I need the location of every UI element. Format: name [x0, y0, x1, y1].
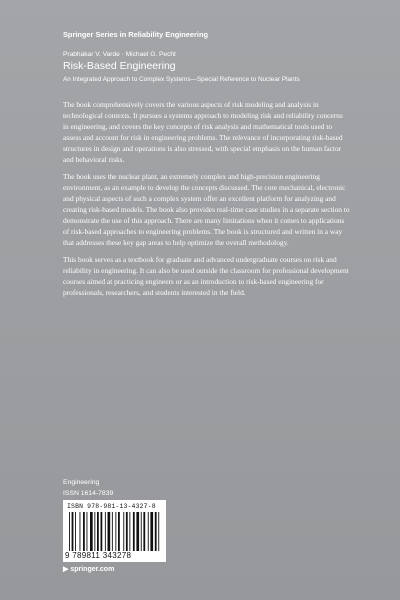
barcode-label [63, 500, 166, 562]
isbn: ISBN 978-981-13-4327-8 [67, 503, 156, 510]
description-paragraph: This book serves as a textbook for graduate and advanced undergraduate courses on risk and reliability in engineering. It can also be used outside the classroom for professional development courses aimed at practicing engineers or as an introduction to risk-based engineering for professionals, researchers, and students interested in the field. [63, 255, 349, 297]
description-paragraph: The book uses the nuclear plant, an extremely complex and high-precision engineering environment, as an example to develop the concepts discussed. The core mechanical, electronic and physical aspects of such a complex system offer an excellent platform for analyzing and creating risk-based models. The book also provides real-time case studies in a separate section to demonstrate the use of this approach. There are many limitations when it comes to applications of risk-based approaches to engineering problems. The book is structured and written in a way that addresses these key gap areas to help optimize the overall methodology. [63, 172, 350, 247]
book-title: Risk-Based Engineering [63, 60, 176, 72]
subject-category: Engineering [63, 479, 100, 486]
publisher-website: ▶ springer.com [63, 566, 115, 573]
series-name: Springer Series in Reliability Engineering [63, 30, 208, 39]
barcode-number: 9 789811 343278 [65, 551, 132, 560]
book-subtitle: An Integrated Approach to Complex Systems—Special Reference to Nuclear Plants [63, 76, 300, 83]
description-paragraph: The book comprehensively covers the various aspects of risk modeling and analysis in technological contexts. It pursues a systems approach to modeling risk and reliability concerns in engineering, and covers the key concepts of risk analysis and mathematical tools used to assess and account for risk in engineering problems. The relevance of incorporating risk-based structures in design and operations is also stressed, with special emphasis on the human factor and behavioral risks. [63, 100, 343, 164]
authors: Prabhakar V. Varde · Michael G. Pecht [63, 51, 176, 58]
barcode-icon [69, 512, 161, 551]
description [63, 99, 350, 304]
issn: ISSN 1614-7839 [63, 490, 114, 497]
